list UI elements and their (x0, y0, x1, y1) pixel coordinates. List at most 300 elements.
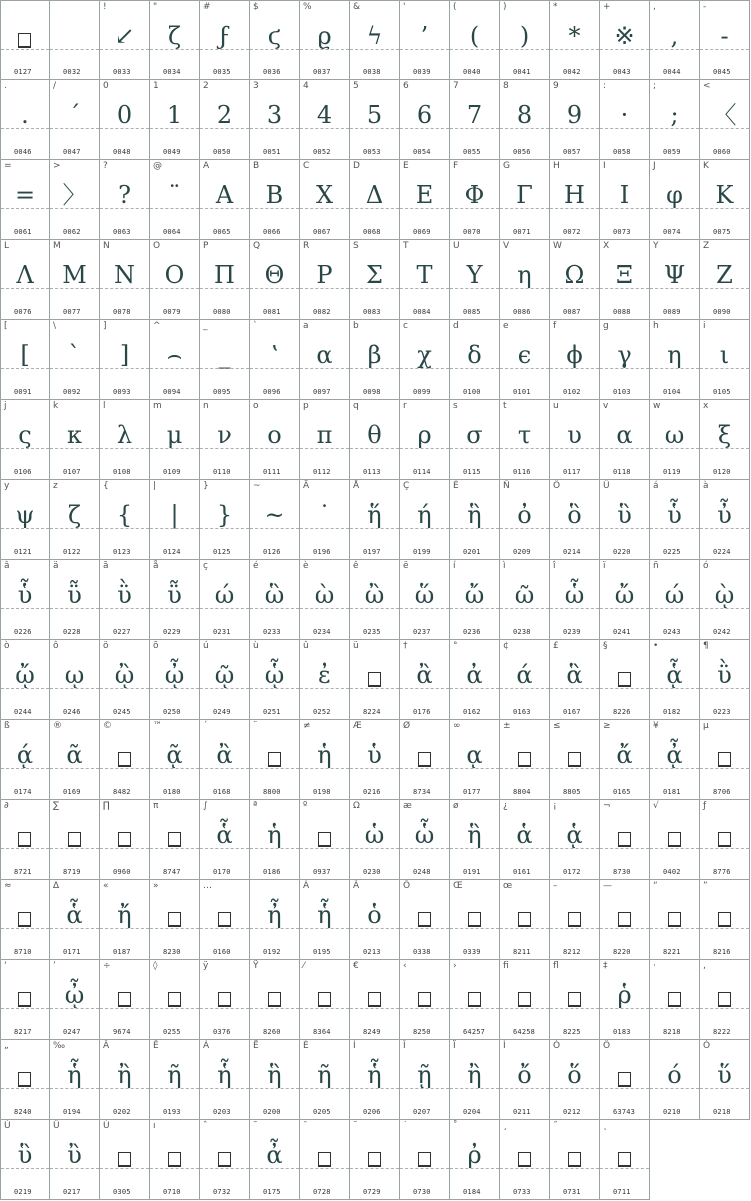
key-label: « (103, 881, 109, 891)
glyph-cell (650, 240, 700, 320)
glyph-sample: ἂ (216, 741, 233, 769)
glyph-sample: ψ (15, 501, 35, 529)
char-code: 0089 (663, 308, 681, 316)
missing-glyph-icon (368, 992, 381, 1007)
glyph-cell (650, 160, 700, 240)
glyph-sample: { (116, 501, 133, 529)
key-label: ¿ (503, 801, 508, 811)
glyph-cell (400, 800, 450, 880)
char-code: 0732 (213, 1188, 231, 1196)
key-label: ° (453, 641, 458, 651)
glyph-sample: | (170, 501, 179, 529)
glyph-cell (150, 960, 200, 1040)
glyph-cell (150, 320, 200, 400)
glyph-cell (450, 800, 500, 880)
key-label: – (553, 881, 558, 891)
char-code: 0052 (313, 148, 331, 156)
char-code: 0731 (563, 1188, 581, 1196)
glyph-cell (0, 640, 50, 720)
glyph-sample: ῇ (417, 1061, 432, 1089)
char-code: 0119 (663, 468, 681, 476)
key-label: 8 (503, 81, 509, 91)
baseline-guide (450, 928, 499, 929)
glyph-cell (350, 320, 400, 400)
glyph-cell (600, 0, 650, 80)
missing-glyph-icon (218, 992, 231, 1007)
key-label: Ç (403, 481, 410, 491)
baseline-guide (700, 928, 749, 929)
char-code: 0091 (14, 388, 32, 396)
key-label: à (703, 481, 709, 491)
glyph-cell (700, 80, 750, 160)
key-label: À (303, 881, 310, 891)
key-label: ⁄ (303, 961, 305, 971)
key-label: Õ (403, 881, 411, 891)
glyph-cell (450, 80, 500, 160)
char-code: 0070 (463, 228, 481, 236)
glyph-cell (450, 320, 500, 400)
key-label: Œ (453, 881, 463, 891)
key-label: ˝ (553, 1121, 558, 1131)
glyph-cell (400, 560, 450, 640)
glyph-sample: η (667, 341, 682, 369)
glyph-sample: ᾤ (15, 661, 35, 689)
glyph-cell (600, 160, 650, 240)
char-code: 0051 (263, 148, 281, 156)
char-code: 8211 (513, 948, 531, 956)
baseline-guide (150, 1008, 199, 1009)
char-code: 63743 (613, 1108, 636, 1116)
char-code: 0182 (663, 708, 681, 716)
key-label: f (553, 321, 557, 331)
glyph-cell (550, 160, 600, 240)
char-code: 0251 (263, 708, 281, 716)
char-code: 0242 (713, 628, 731, 636)
baseline-guide (700, 848, 749, 849)
key-label: ∫ (203, 801, 208, 811)
glyph-cell (500, 720, 550, 800)
glyph-sample: ῆ (317, 1061, 332, 1089)
glyph-cell (700, 720, 750, 800)
glyph-sample: ἢ (467, 1061, 482, 1089)
char-code: 0194 (63, 1108, 81, 1116)
key-label: Ó (553, 1041, 561, 1051)
char-code: 0094 (163, 388, 181, 396)
glyph-sample: ’ (420, 22, 429, 50)
char-code: 8250 (413, 1028, 431, 1036)
glyph-sample: . (21, 101, 29, 129)
glyph-sample: ἐ (318, 661, 331, 689)
key-label: ∑ (53, 801, 60, 811)
key-label: ’ (53, 961, 56, 971)
key-label: @ (153, 161, 162, 171)
missing-glyph-icon (518, 1152, 531, 1167)
glyph-cell (400, 640, 450, 720)
glyph-sample: ἧ (317, 901, 332, 929)
glyph-sample: ὧ (414, 821, 435, 849)
char-code: 0099 (413, 388, 431, 396)
key-label: S (353, 241, 359, 251)
key-label: 5 (353, 81, 359, 91)
char-code: 0039 (413, 68, 431, 76)
glyph-cell (200, 320, 250, 400)
glyph-sample: ᾧ (264, 661, 285, 689)
glyph-cell (650, 800, 700, 880)
char-code: 0082 (313, 308, 331, 316)
glyph-sample: ὒ (67, 1141, 82, 1169)
glyph-cell (100, 720, 150, 800)
char-code: 8224 (363, 708, 381, 716)
glyph-cell (150, 240, 200, 320)
glyph-cell (150, 560, 200, 640)
glyph-cell (500, 320, 550, 400)
key-label: c (403, 321, 408, 331)
glyph-cell (150, 400, 200, 480)
glyph-cell (350, 0, 400, 80)
glyph-sample: τ (517, 421, 532, 449)
key-label: h (653, 321, 659, 331)
key-label: Â (103, 1041, 110, 1051)
char-code: 0163 (513, 708, 531, 716)
glyph-cell (150, 880, 200, 960)
char-code: 0111 (263, 468, 281, 476)
glyph-cell (250, 640, 300, 720)
key-label: 1 (153, 81, 159, 91)
glyph-cell (50, 560, 100, 640)
glyph-sample: ὃ (567, 501, 582, 529)
glyph-sample: ˙ (318, 501, 331, 529)
glyph-sample: Ξ (616, 261, 633, 289)
char-code: 0228 (63, 628, 81, 636)
char-code: 0127 (14, 68, 32, 76)
glyph-cell (600, 80, 650, 160)
key-label: : (603, 81, 607, 91)
baseline-guide (400, 768, 449, 769)
missing-glyph-icon (168, 1152, 181, 1167)
missing-glyph-icon (18, 832, 31, 847)
char-code: 0209 (513, 548, 531, 556)
char-code: 0093 (113, 388, 131, 396)
char-code: 8212 (563, 948, 581, 956)
char-code: 0960 (113, 868, 131, 876)
glyph-sample: ῆ (167, 1061, 182, 1089)
missing-glyph-icon (268, 752, 281, 767)
char-code: 0047 (63, 148, 81, 156)
char-code: 0198 (313, 788, 331, 796)
char-code: 0050 (213, 148, 231, 156)
glyph-cell (150, 160, 200, 240)
glyph-cell (200, 880, 250, 960)
glyph-cell (600, 640, 650, 720)
key-label: ∞ (453, 721, 461, 731)
char-code: 0035 (213, 68, 231, 76)
char-code: 0069 (413, 228, 431, 236)
glyph-cell (0, 800, 50, 880)
key-label: È (303, 1041, 309, 1051)
char-code: 0171 (63, 948, 81, 956)
key-label: ‹ (403, 961, 407, 971)
char-code: 0075 (713, 228, 731, 236)
glyph-sample: ? (118, 181, 131, 209)
glyph-sample: H (564, 181, 585, 209)
glyph-cell (100, 800, 150, 880)
key-label: ] (103, 321, 107, 331)
glyph-cell (550, 1040, 600, 1120)
char-code: 0055 (463, 148, 481, 156)
char-code: 0086 (513, 308, 531, 316)
glyph-cell (350, 480, 400, 560)
glyph-sample: I (619, 181, 630, 209)
char-code: 8706 (713, 788, 731, 796)
key-label: ï (603, 561, 606, 571)
baseline-guide (50, 848, 99, 849)
glyph-sample: α (616, 421, 633, 449)
glyph-cell (350, 80, 400, 160)
glyph-cell (300, 640, 350, 720)
glyph-sample: κ (67, 421, 82, 449)
baseline-guide (400, 1008, 449, 1009)
key-label: 3 (253, 81, 259, 91)
key-label: b (353, 321, 359, 331)
glyph-sample: ι (719, 341, 730, 369)
char-code: 8226 (613, 708, 631, 716)
glyph-sample: ὗ (17, 581, 33, 609)
char-code: 0090 (713, 308, 731, 316)
glyph-cell (350, 400, 400, 480)
glyph-cell (150, 480, 200, 560)
char-code: 0196 (313, 548, 331, 556)
glyph-sample: ~ (264, 501, 285, 529)
key-label: L (4, 241, 10, 251)
glyph-cell (450, 480, 500, 560)
key-label: ‡ (603, 961, 608, 971)
char-code: 8240 (14, 1108, 32, 1116)
key-label: ÷ (103, 961, 111, 971)
char-code: 8230 (163, 948, 181, 956)
glyph-sample: ϝ (218, 22, 231, 50)
glyph-sample: ὗ (667, 501, 682, 529)
glyph-sample: 9 (566, 101, 583, 129)
glyph-cell (500, 80, 550, 160)
char-code: 0087 (563, 308, 581, 316)
glyph-cell (100, 160, 150, 240)
glyph-sample: Π (214, 261, 235, 289)
key-label: ª (253, 801, 258, 811)
key-label: k (53, 401, 59, 411)
glyph-sample: ω (664, 421, 685, 449)
char-code: 0199 (413, 548, 431, 556)
key-label: ö (103, 641, 109, 651)
glyph-sample: ἁ (516, 821, 533, 849)
glyph-sample: 1 (166, 101, 183, 129)
glyph-sample: T (416, 261, 433, 289)
char-code: 0169 (63, 788, 81, 796)
glyph-cell (550, 560, 600, 640)
char-code: 0214 (563, 548, 581, 556)
key-label: ‘ (4, 961, 7, 971)
baseline-guide (550, 928, 599, 929)
key-label: D (353, 161, 360, 171)
char-code: 0206 (363, 1108, 381, 1116)
baseline-guide (350, 688, 399, 689)
glyph-cell (0, 240, 50, 320)
glyph-sample: ) (519, 22, 530, 50)
baseline-guide (700, 768, 749, 769)
glyph-cell (250, 1120, 300, 1200)
glyph-cell (450, 240, 500, 320)
missing-glyph-icon (418, 992, 431, 1007)
glyph-cell (250, 0, 300, 80)
glyph-cell (600, 1040, 650, 1120)
glyph-cell (150, 1120, 200, 1200)
key-label: a (303, 321, 309, 331)
key-label: F (453, 161, 459, 171)
char-code: 8719 (63, 868, 81, 876)
glyph-cell (0, 960, 50, 1040)
glyph-sample: ρ (417, 421, 432, 449)
char-code: 0248 (413, 868, 431, 876)
key-label: > (53, 161, 61, 171)
glyph-cell (300, 880, 350, 960)
baseline-guide (500, 1008, 549, 1009)
char-code: 0177 (463, 788, 481, 796)
char-code: 0167 (563, 708, 581, 716)
key-label: … (203, 881, 212, 891)
key-label: æ (403, 801, 412, 811)
key-label: ˆ (203, 1121, 208, 1131)
glyph-sample: ᾦ (64, 981, 85, 1009)
char-code: 8805 (563, 788, 581, 796)
key-label: 0 (103, 81, 109, 91)
key-label: / (53, 81, 57, 91)
glyph-cell (350, 1040, 400, 1120)
glyph-cell (650, 640, 700, 720)
glyph-cell (0, 0, 50, 80)
char-code: 0241 (613, 628, 631, 636)
glyph-sample: ὤ (614, 581, 635, 609)
glyph-cell (600, 960, 650, 1040)
key-label: Í (353, 1041, 356, 1051)
glyph-cell (0, 880, 50, 960)
missing-glyph-icon (618, 912, 631, 927)
glyph-sample: A (215, 181, 234, 209)
key-label: µ (703, 721, 709, 731)
key-label: e (503, 321, 509, 331)
missing-glyph-icon (418, 912, 431, 927)
glyph-cell (700, 320, 750, 400)
glyph-sample: ( (469, 22, 480, 50)
char-code: 0243 (663, 628, 681, 636)
glyph-sample: ξ (717, 421, 732, 449)
glyph-cell (150, 640, 200, 720)
char-code: 0113 (363, 468, 381, 476)
key-label: € (353, 961, 359, 971)
char-code: 0247 (63, 1028, 81, 1036)
char-code: 0711 (613, 1188, 631, 1196)
glyph-sample: ἢ (117, 1061, 132, 1089)
glyph-cell (650, 880, 700, 960)
key-label: 7 (453, 81, 459, 91)
baseline-guide (500, 768, 549, 769)
char-code: 0205 (313, 1108, 331, 1116)
glyph-cell (200, 640, 250, 720)
glyph-cell (0, 160, 50, 240)
glyph-cell (500, 160, 550, 240)
key-label: Î (403, 1041, 406, 1051)
glyph-sample: 7 (466, 101, 483, 129)
key-label: G (503, 161, 510, 171)
glyph-cell (100, 560, 150, 640)
key-label: Û (53, 1121, 60, 1131)
glyph-cell (50, 320, 100, 400)
glyph-sample: Ψ (663, 261, 686, 289)
glyph-sample: Υ (466, 261, 483, 289)
glyph-sample: ὖ (717, 501, 732, 529)
glyph-cell (200, 560, 250, 640)
char-code: 0224 (713, 548, 731, 556)
glyph-cell (550, 320, 600, 400)
char-code: 0246 (63, 708, 81, 716)
glyph-cell (50, 720, 100, 800)
key-label: ä (53, 561, 59, 571)
glyph-cell (650, 720, 700, 800)
glyph-sample: ἥ (367, 501, 382, 529)
glyph-sample: Φ (464, 181, 485, 209)
glyph-cell (650, 80, 700, 160)
char-code: 0728 (313, 1188, 331, 1196)
key-label: Ü (603, 481, 610, 491)
glyph-sample: ή (417, 501, 432, 529)
missing-glyph-icon (18, 912, 31, 927)
key-label: ◊ (153, 961, 158, 971)
glyph-cell (300, 80, 350, 160)
char-code: 0032 (63, 68, 81, 76)
glyph-cell (250, 160, 300, 240)
glyph-cell (50, 400, 100, 480)
glyph-cell (700, 0, 750, 80)
key-label: p (303, 401, 309, 411)
glyph-cell (0, 1040, 50, 1120)
glyph-cell (350, 1120, 400, 1200)
glyph-sample: Δ (365, 181, 384, 209)
glyph-cell (400, 320, 450, 400)
glyph-cell (700, 800, 750, 880)
key-label: ñ (653, 561, 659, 571)
missing-glyph-icon (618, 1072, 631, 1087)
key-label: ø (453, 801, 459, 811)
glyph-sample: ζ (167, 22, 181, 50)
glyph-cell (400, 0, 450, 80)
key-label: © (103, 721, 112, 731)
glyph-sample: ` (68, 341, 81, 369)
key-label: Ÿ (253, 961, 259, 971)
glyph-cell (300, 800, 350, 880)
glyph-sample: σ (466, 421, 483, 449)
glyph-cell (500, 960, 550, 1040)
glyph-sample: ᾶ (66, 741, 83, 769)
glyph-cell (550, 960, 600, 1040)
key-label: ç (203, 561, 208, 571)
key-label: 6 (403, 81, 409, 91)
char-code: 8218 (663, 1028, 681, 1036)
glyph-cell (450, 720, 500, 800)
baseline-guide (100, 1168, 149, 1169)
key-label: ¢ (503, 641, 509, 651)
glyph-sample: ἧ (367, 1061, 382, 1089)
char-code: 0193 (163, 1108, 181, 1116)
missing-glyph-icon (318, 992, 331, 1007)
char-code: 0174 (14, 788, 32, 796)
